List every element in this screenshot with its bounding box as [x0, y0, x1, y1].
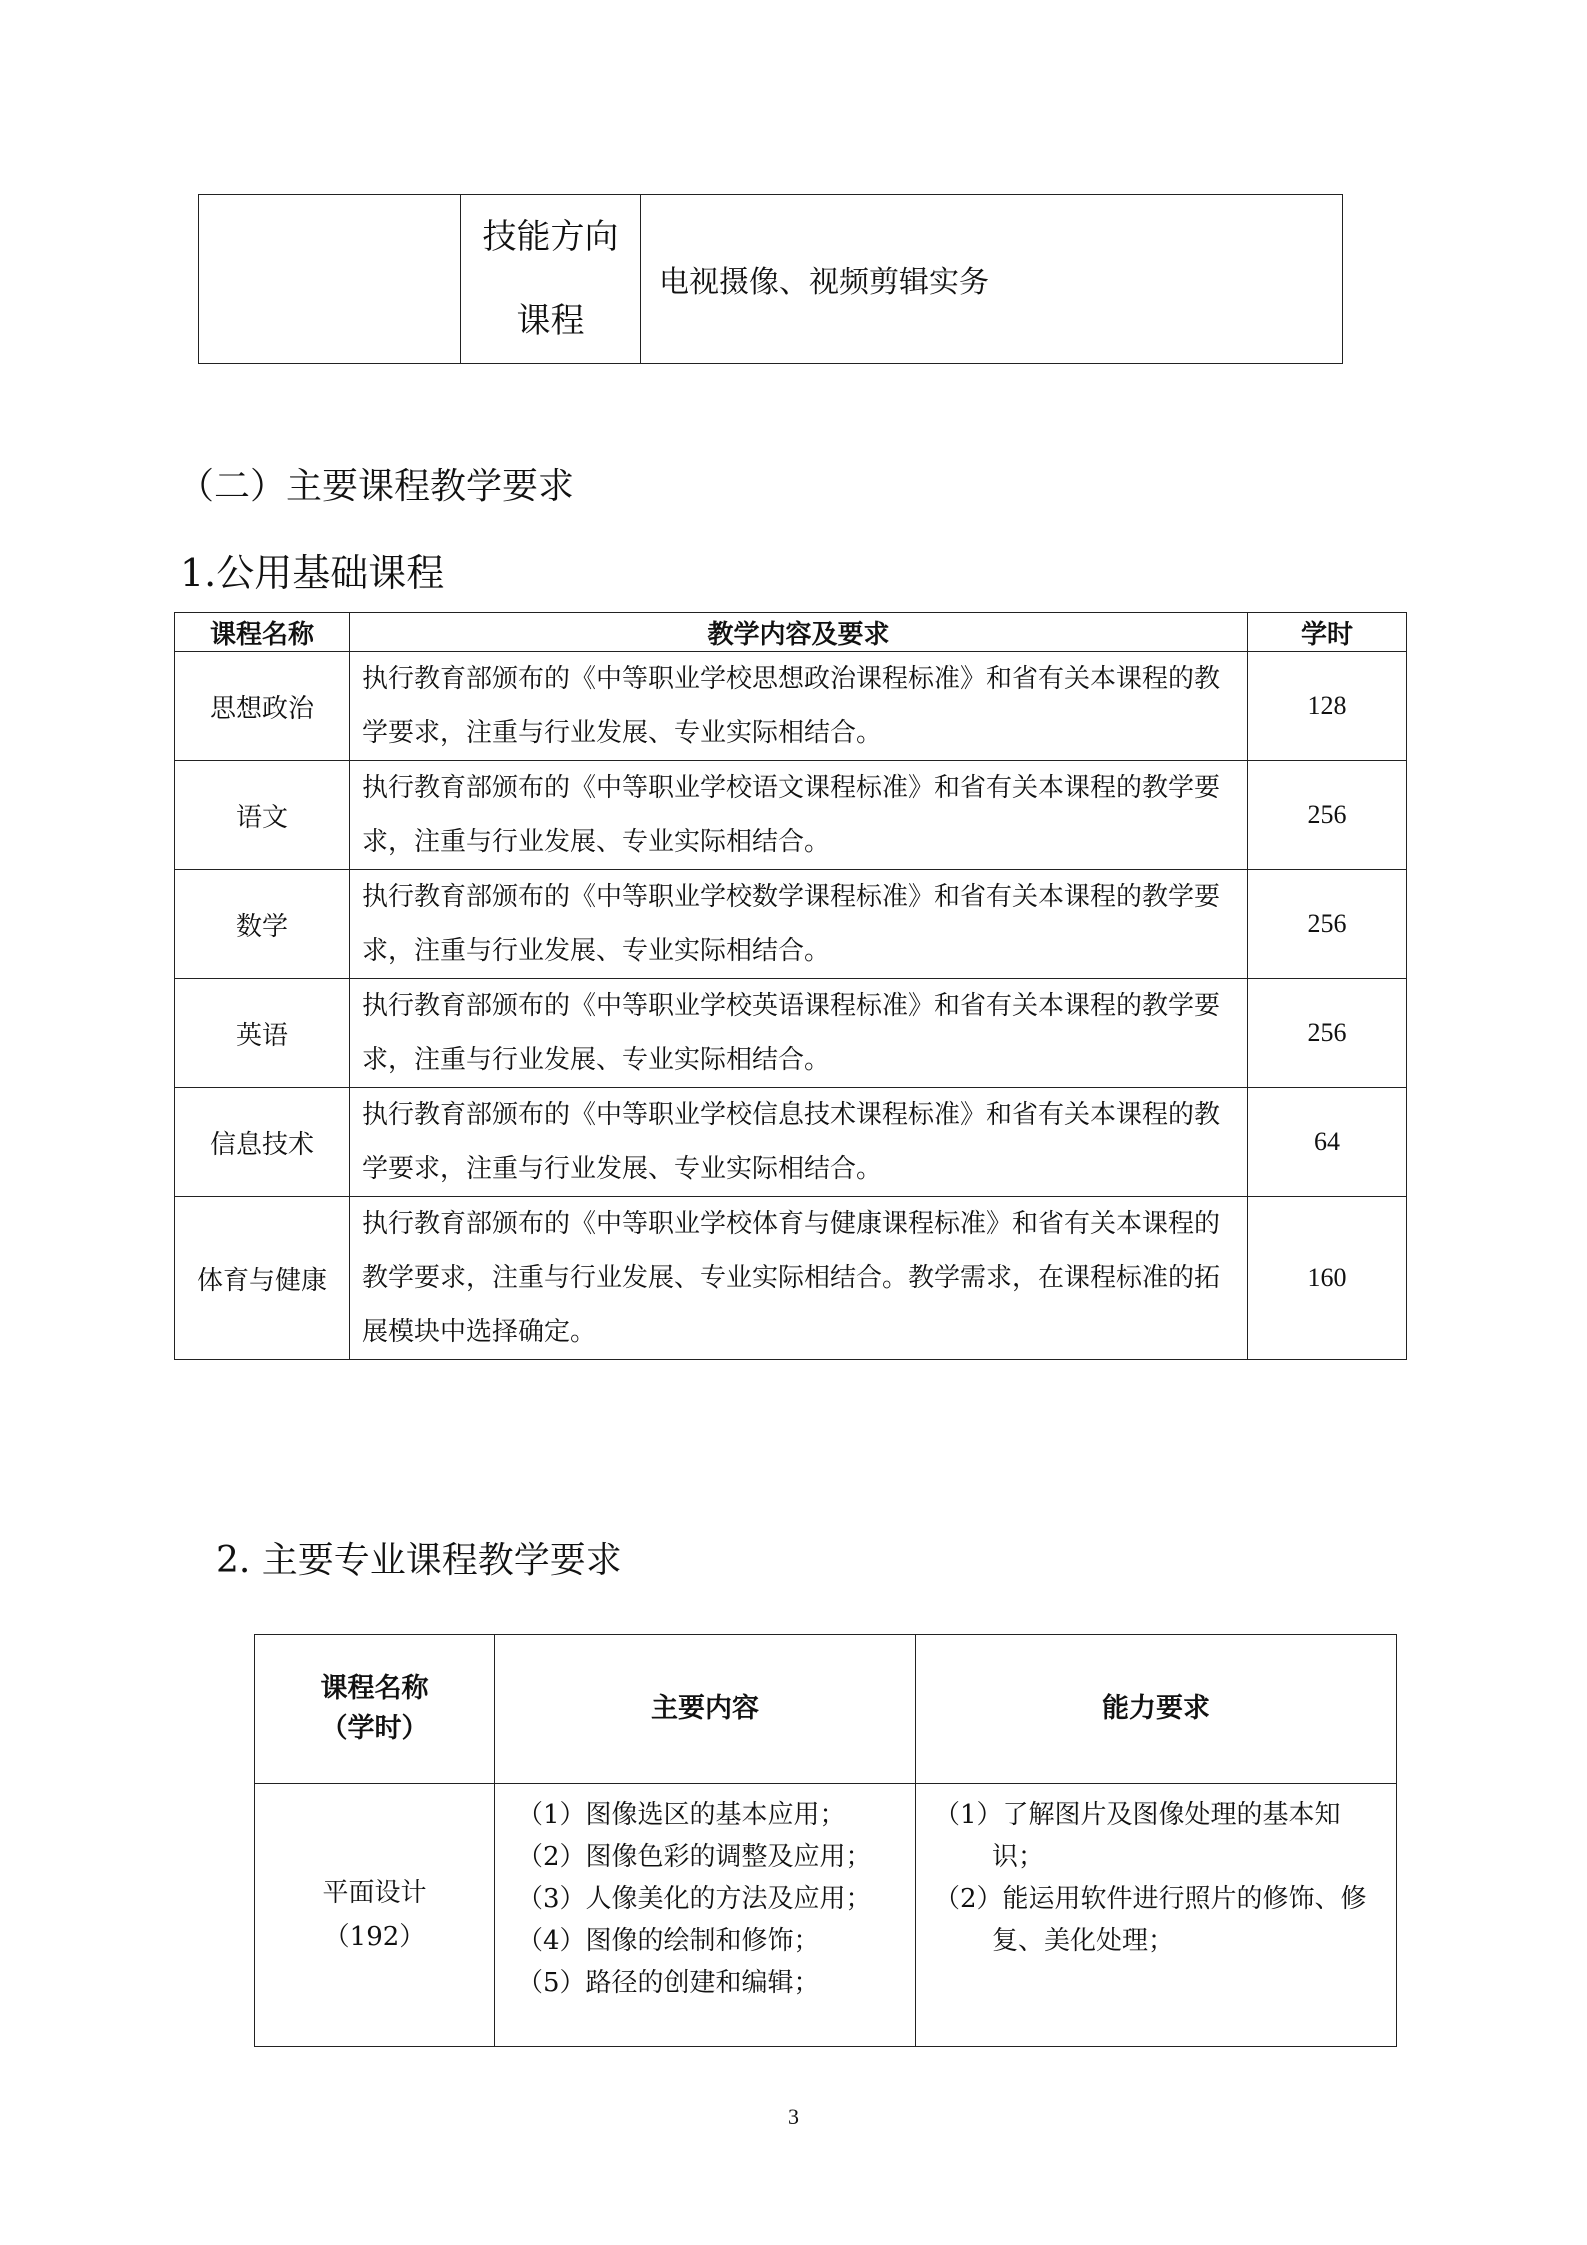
category-line2: 课程	[516, 301, 585, 341]
table-row	[255, 1784, 1397, 2047]
table-row	[175, 979, 1407, 1088]
course-content: 执行教育部颁布的《中等职业学校体育与健康课程标准》和省有关本课程的教学要求，注重与行业发展、专业实际相结合。教学需求，在课程标准的拓展模块中选择确定。	[350, 1197, 1248, 1360]
course-hours: 256	[1248, 870, 1407, 979]
course-hours: 256	[1248, 761, 1407, 870]
table-header-row	[255, 1635, 1397, 1784]
subsection-heading-professional: 2. 主要专业课程教学要求	[216, 1540, 622, 1581]
header-name-line1: 课程名称	[320, 1673, 429, 1704]
ability-cell	[916, 1784, 1397, 2047]
header-course-name	[255, 1635, 495, 1784]
main-content-cell	[495, 1784, 916, 2047]
subsection-heading-public: 1.公用基础课程	[180, 551, 445, 595]
list-item: （1）图像选区的基本应用；	[517, 1800, 846, 1830]
course-hours: 128	[1248, 652, 1407, 761]
course-hours: 256	[1248, 979, 1407, 1088]
public-course-table	[174, 612, 1407, 1360]
table-row	[175, 761, 1407, 870]
course-name: 英语	[175, 979, 350, 1088]
course-hours: 64	[1248, 1088, 1407, 1197]
list-item: （2）能运用软件进行照片的修饰、修复、美化处理；	[934, 1884, 1367, 1956]
course-content: 执行教育部颁布的《中等职业学校数学课程标准》和省有关本课程的教学要求，注重与行业发展、专业实际相结合。	[350, 870, 1248, 979]
course-name: 平面设计	[322, 1878, 427, 1908]
category-line1: 技能方向	[482, 217, 619, 257]
table-header-row	[175, 613, 1407, 652]
page-number: 3	[788, 2104, 799, 2129]
professional-course-table	[254, 1634, 1397, 2047]
list-item: （4）图像的绘制和修饰；	[517, 1926, 820, 1956]
header-ability: 能力要求	[916, 1635, 1397, 1784]
empty-cell	[199, 195, 461, 364]
table-row	[175, 1197, 1407, 1360]
list-item: （5）路径的创建和编辑；	[517, 1968, 820, 1998]
header-name-line2: （学时）	[320, 1713, 429, 1744]
table-row	[175, 1088, 1407, 1197]
course-content: 执行教育部颁布的《中等职业学校语文课程标准》和省有关本课程的教学要求，注重与行业发展、专业实际相结合。	[350, 761, 1248, 870]
header-course-name: 课程名称	[175, 613, 350, 652]
course-name: 信息技术	[175, 1088, 350, 1197]
header-hours: 学时	[1248, 613, 1407, 652]
skill-course-table	[198, 194, 1343, 364]
course-hours: 160	[1248, 1197, 1407, 1360]
course-content: 执行教育部颁布的《中等职业学校思想政治课程标准》和省有关本课程的教学要求，注重与行业发展、专业实际相结合。	[350, 652, 1248, 761]
course-name-cell	[255, 1784, 495, 2047]
course-name: 语文	[175, 761, 350, 870]
list-item: （1）了解图片及图像处理的基本知识；	[934, 1800, 1341, 1872]
course-content: 执行教育部颁布的《中等职业学校信息技术课程标准》和省有关本课程的教学要求，注重与行业发展、专业实际相结合。	[350, 1088, 1248, 1197]
course-name: 数学	[175, 870, 350, 979]
category-cell	[461, 195, 641, 364]
table-row	[175, 652, 1407, 761]
list-item: （3）人像美化的方法及应用；	[517, 1884, 872, 1914]
section-heading: （二）主要课程教学要求	[178, 466, 575, 507]
list-item: （2）图像色彩的调整及应用；	[517, 1842, 872, 1872]
course-name: 思想政治	[175, 652, 350, 761]
course-name: 体育与健康	[175, 1197, 350, 1360]
course-list-cell: 电视摄像、视频剪辑实务	[641, 195, 1343, 364]
course-hours: （192）	[323, 1922, 426, 1952]
table-row	[175, 870, 1407, 979]
course-content: 执行教育部颁布的《中等职业学校英语课程标准》和省有关本课程的教学要求，注重与行业发展、专业实际相结合。	[350, 979, 1248, 1088]
header-content: 教学内容及要求	[350, 613, 1248, 652]
header-main-content: 主要内容	[495, 1635, 916, 1784]
